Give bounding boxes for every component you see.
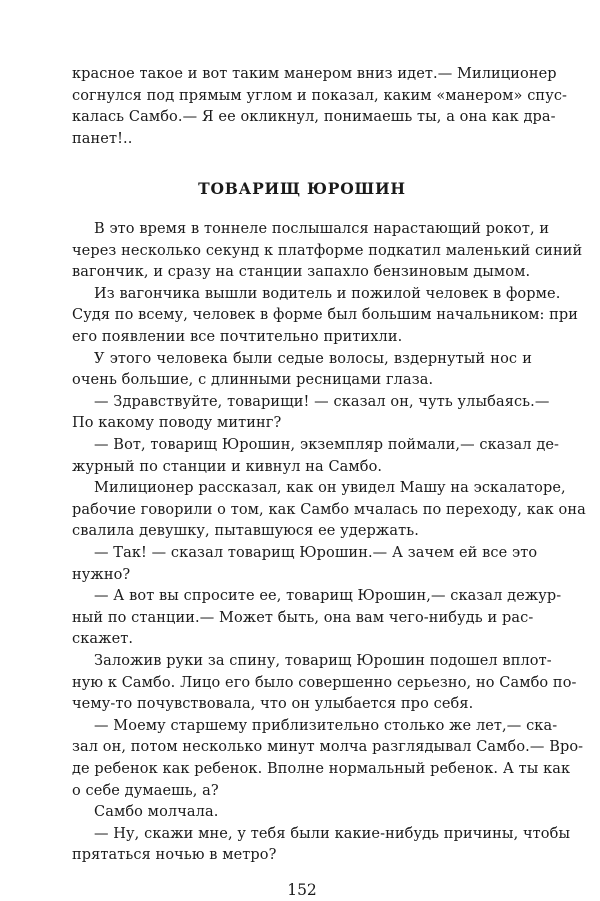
text-line: журный по станции и кивнул на Самбо. — [72, 458, 383, 475]
text-line: Самбо молчала. — [94, 804, 219, 821]
text-line: — Моему старшему приблизительно столько же лет,— ска- — [94, 717, 558, 734]
text-line: — А вот вы спросите ее, товарищ Юрошин,— сказал дежур- — [94, 588, 562, 605]
text-line: через несколько секунд к платформе подкатил маленький синий — [72, 242, 583, 259]
text-line: его появлении все почтительно притихли. — [72, 329, 403, 345]
text-line: Из вагончика вышли водитель и пожилой человек в форме. — [94, 285, 561, 302]
text-line: панет!.. — [72, 130, 133, 147]
text-line: Милиционер рассказал, как он увидел Машу на эскалаторе, — [94, 480, 566, 497]
text-line: прятаться ночью в метро? — [72, 847, 277, 864]
book-page — [72, 0, 586, 900]
text-line: о себе думаешь, а? — [72, 782, 219, 799]
text-line: — Ну, скажи мне, у тебя были какие-нибудь причины, чтобы — [94, 825, 571, 842]
text-line: очень большие, с длинными ресницами глаза. — [72, 372, 434, 389]
text-line: По какому поводу митинг? — [72, 415, 282, 432]
text-line: скажет. — [72, 631, 134, 648]
text-line: зал он, потом несколько минут молча разглядывал Самбо.— Вро- — [72, 739, 584, 756]
text-line: калась Самбо.— Я ее окликнул, понимаешь ты, а она как дра- — [72, 109, 556, 126]
chapter-heading: ТОВАРИЩ ЮРОШИН — [198, 179, 406, 198]
text-line: красное такое и вот таким манером вниз идет.— Милиционер — [72, 66, 557, 82]
text-line: Судя по всему, человек в форме был большим начальником: при — [72, 307, 579, 324]
text-line: вагончик, и сразу на станции запахло бензиновым дымом. — [72, 264, 531, 281]
page-number: 152 — [287, 881, 317, 899]
text-line: согнулся под прямым углом и показал, каким «манером» спус- — [72, 87, 568, 104]
text-line: ный по станции.— Может быть, она вам чего-нибудь и рас- — [72, 609, 534, 626]
text-line: рабочие говорили о том, как Самбо мчалась по переходу, как она — [72, 501, 586, 518]
text-line: ную к Самбо. Лицо его было совершенно серьезно, но Самбо по- — [72, 674, 577, 691]
text-line: — Вот, товарищ Юрошин, экземпляр поймали,— сказал де- — [94, 437, 560, 453]
text-line: Заложив руки за спину, товарищ Юрошин подошел вплот- — [94, 653, 552, 669]
text-line: свалила девушку, пытавшуюся ее удержать. — [72, 523, 419, 540]
text-line: — Так! — сказал товарищ Юрошин.— А зачем ей все это — [94, 545, 538, 561]
text-line: В это время в тоннеле послышался нарастающий рокот, и — [94, 221, 550, 237]
text-line: нужно? — [72, 566, 131, 583]
text-line: чему-то почувствовала, что он улыбается про себя. — [72, 696, 474, 713]
text-line: де ребенок как ребенок. Вполне нормальный ребенок. А ты как — [72, 761, 571, 777]
text-line: — Здравствуйте, товарищи! — сказал он, чуть улыбаясь.— — [94, 393, 550, 410]
text-line: У этого человека были седые волосы, вздернутый нос и — [94, 350, 532, 367]
